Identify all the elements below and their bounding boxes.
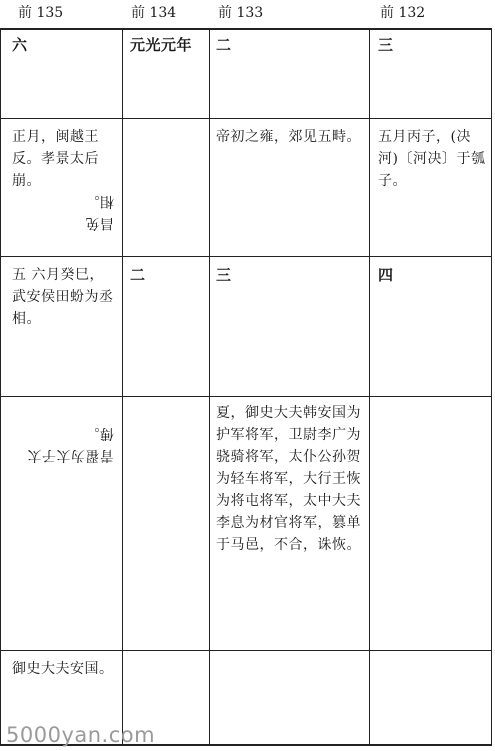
year-header-133: 前 133 <box>218 5 264 21</box>
row-divider <box>0 118 492 119</box>
year-count-cell: 三 <box>378 36 394 54</box>
year-count-cell: 二 <box>216 36 232 54</box>
year-header-132: 前 132 <box>380 5 426 21</box>
year-count-cell: 二 <box>130 266 146 284</box>
column-divider <box>369 28 370 746</box>
row-divider <box>0 396 492 397</box>
rotated-note: 昌免相。 <box>85 193 114 231</box>
column-divider <box>491 28 492 746</box>
column-divider <box>209 28 210 746</box>
event-cell: 帝初之雍，郊见五畤。 <box>216 129 361 145</box>
event-cell: 五 六月癸巳，武安侯田蚡为丞相。 <box>12 267 114 327</box>
row-divider <box>0 256 492 257</box>
column-divider <box>0 28 1 746</box>
year-header-135: 前 135 <box>18 5 64 21</box>
event-cell: 五月丙子，(决河)〔河决〕于瓠子。 <box>378 129 486 189</box>
table-top-border <box>0 28 492 30</box>
year-count-cell: 六 <box>12 36 28 54</box>
rotated-note: 青翟为太子太 <box>27 447 114 463</box>
year-header-134: 前 134 <box>131 5 177 21</box>
era-name-cell: 元光元年 <box>130 36 193 54</box>
event-cell: 正月，闽越王反。孝景太后崩。 <box>12 129 99 189</box>
rotated-note: 傅。 <box>85 425 114 441</box>
event-cell: 夏，御史大夫韩安国为护军将军，卫尉李广为骁骑将军，太仆公孙贺为轻车将军，大行王恢为将屯将军，太中大夫李息为材官将军，篡单于马邑，不合，诛恢。 <box>216 405 361 553</box>
watermark: 5000yan.com <box>6 723 156 747</box>
year-count-cell: 三 <box>216 266 232 284</box>
year-count-cell: 四 <box>378 266 394 284</box>
row-divider <box>0 650 492 651</box>
column-divider <box>122 28 123 746</box>
event-cell: 御史大夫安国。 <box>12 661 114 677</box>
